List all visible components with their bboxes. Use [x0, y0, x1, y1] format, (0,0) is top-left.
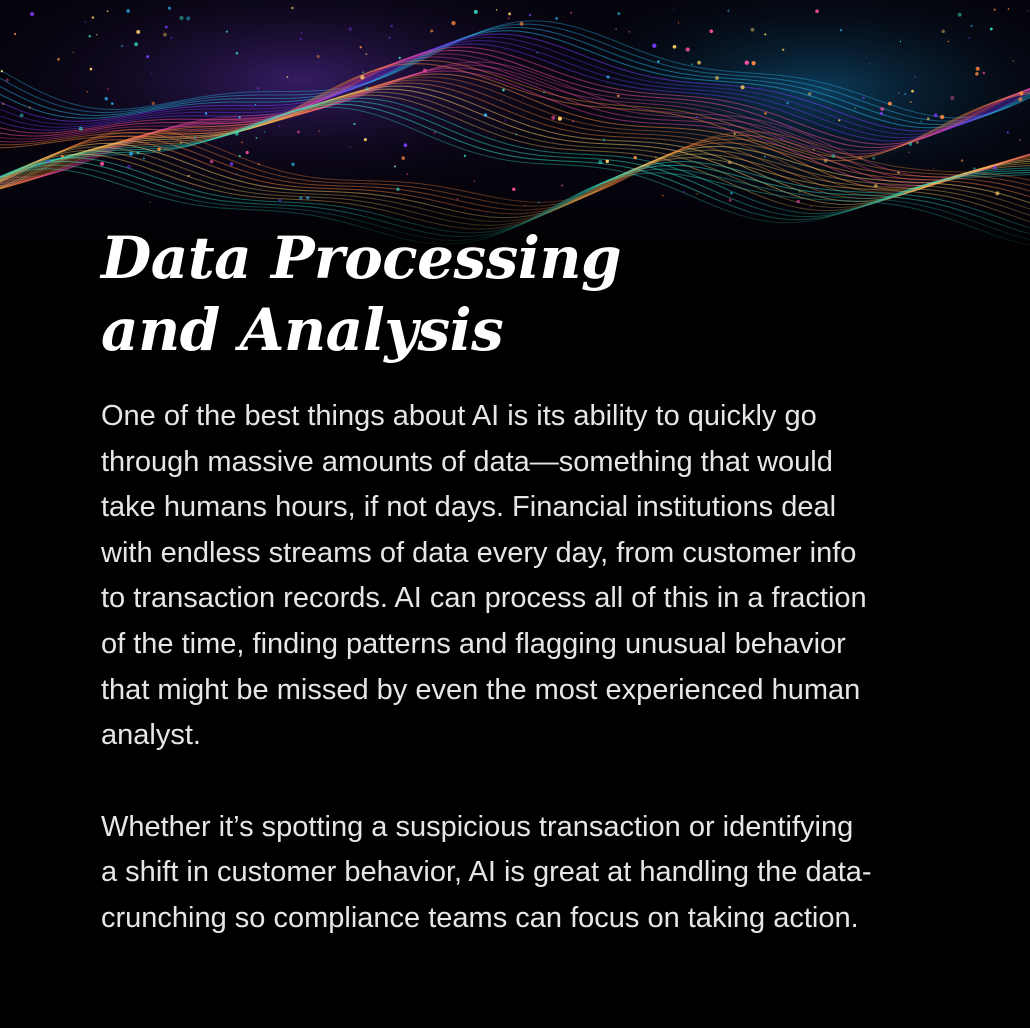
text-line: to transaction records. AI can process all of this in a fraction — [101, 582, 867, 615]
abstract-data-wave-image — [0, 0, 1030, 260]
title-line: Data Processing — [101, 224, 622, 292]
text-line: crunching so compliance teams can focus on taking action. — [101, 901, 859, 934]
text-line: Whether it’s spotting a suspicious transaction or identifying — [101, 810, 854, 843]
article-title — [101, 222, 941, 366]
text-line: that might be missed by even the most experienced human — [101, 673, 861, 706]
article-body — [101, 394, 941, 942]
title-line: and Analysis — [101, 296, 504, 364]
text-line: a shift in customer behavior, AI is great at handling the data- — [101, 856, 872, 889]
paragraph-1 — [101, 394, 941, 759]
text-line: of the time, finding patterns and flagging unusual behavior — [101, 627, 846, 660]
hero-data-wave-image — [0, 0, 1030, 260]
text-line: One of the best things about AI is its ability to quickly go — [101, 400, 817, 432]
text-line: analyst. — [101, 719, 201, 752]
article — [101, 222, 941, 942]
text-line: through massive amounts of data—something that would — [101, 445, 833, 478]
text-line: with endless streams of data every day, from customer info — [101, 536, 857, 569]
paragraph-2 — [101, 805, 941, 942]
text-line: take humans hours, if not days. Financial institutions deal — [101, 491, 837, 524]
